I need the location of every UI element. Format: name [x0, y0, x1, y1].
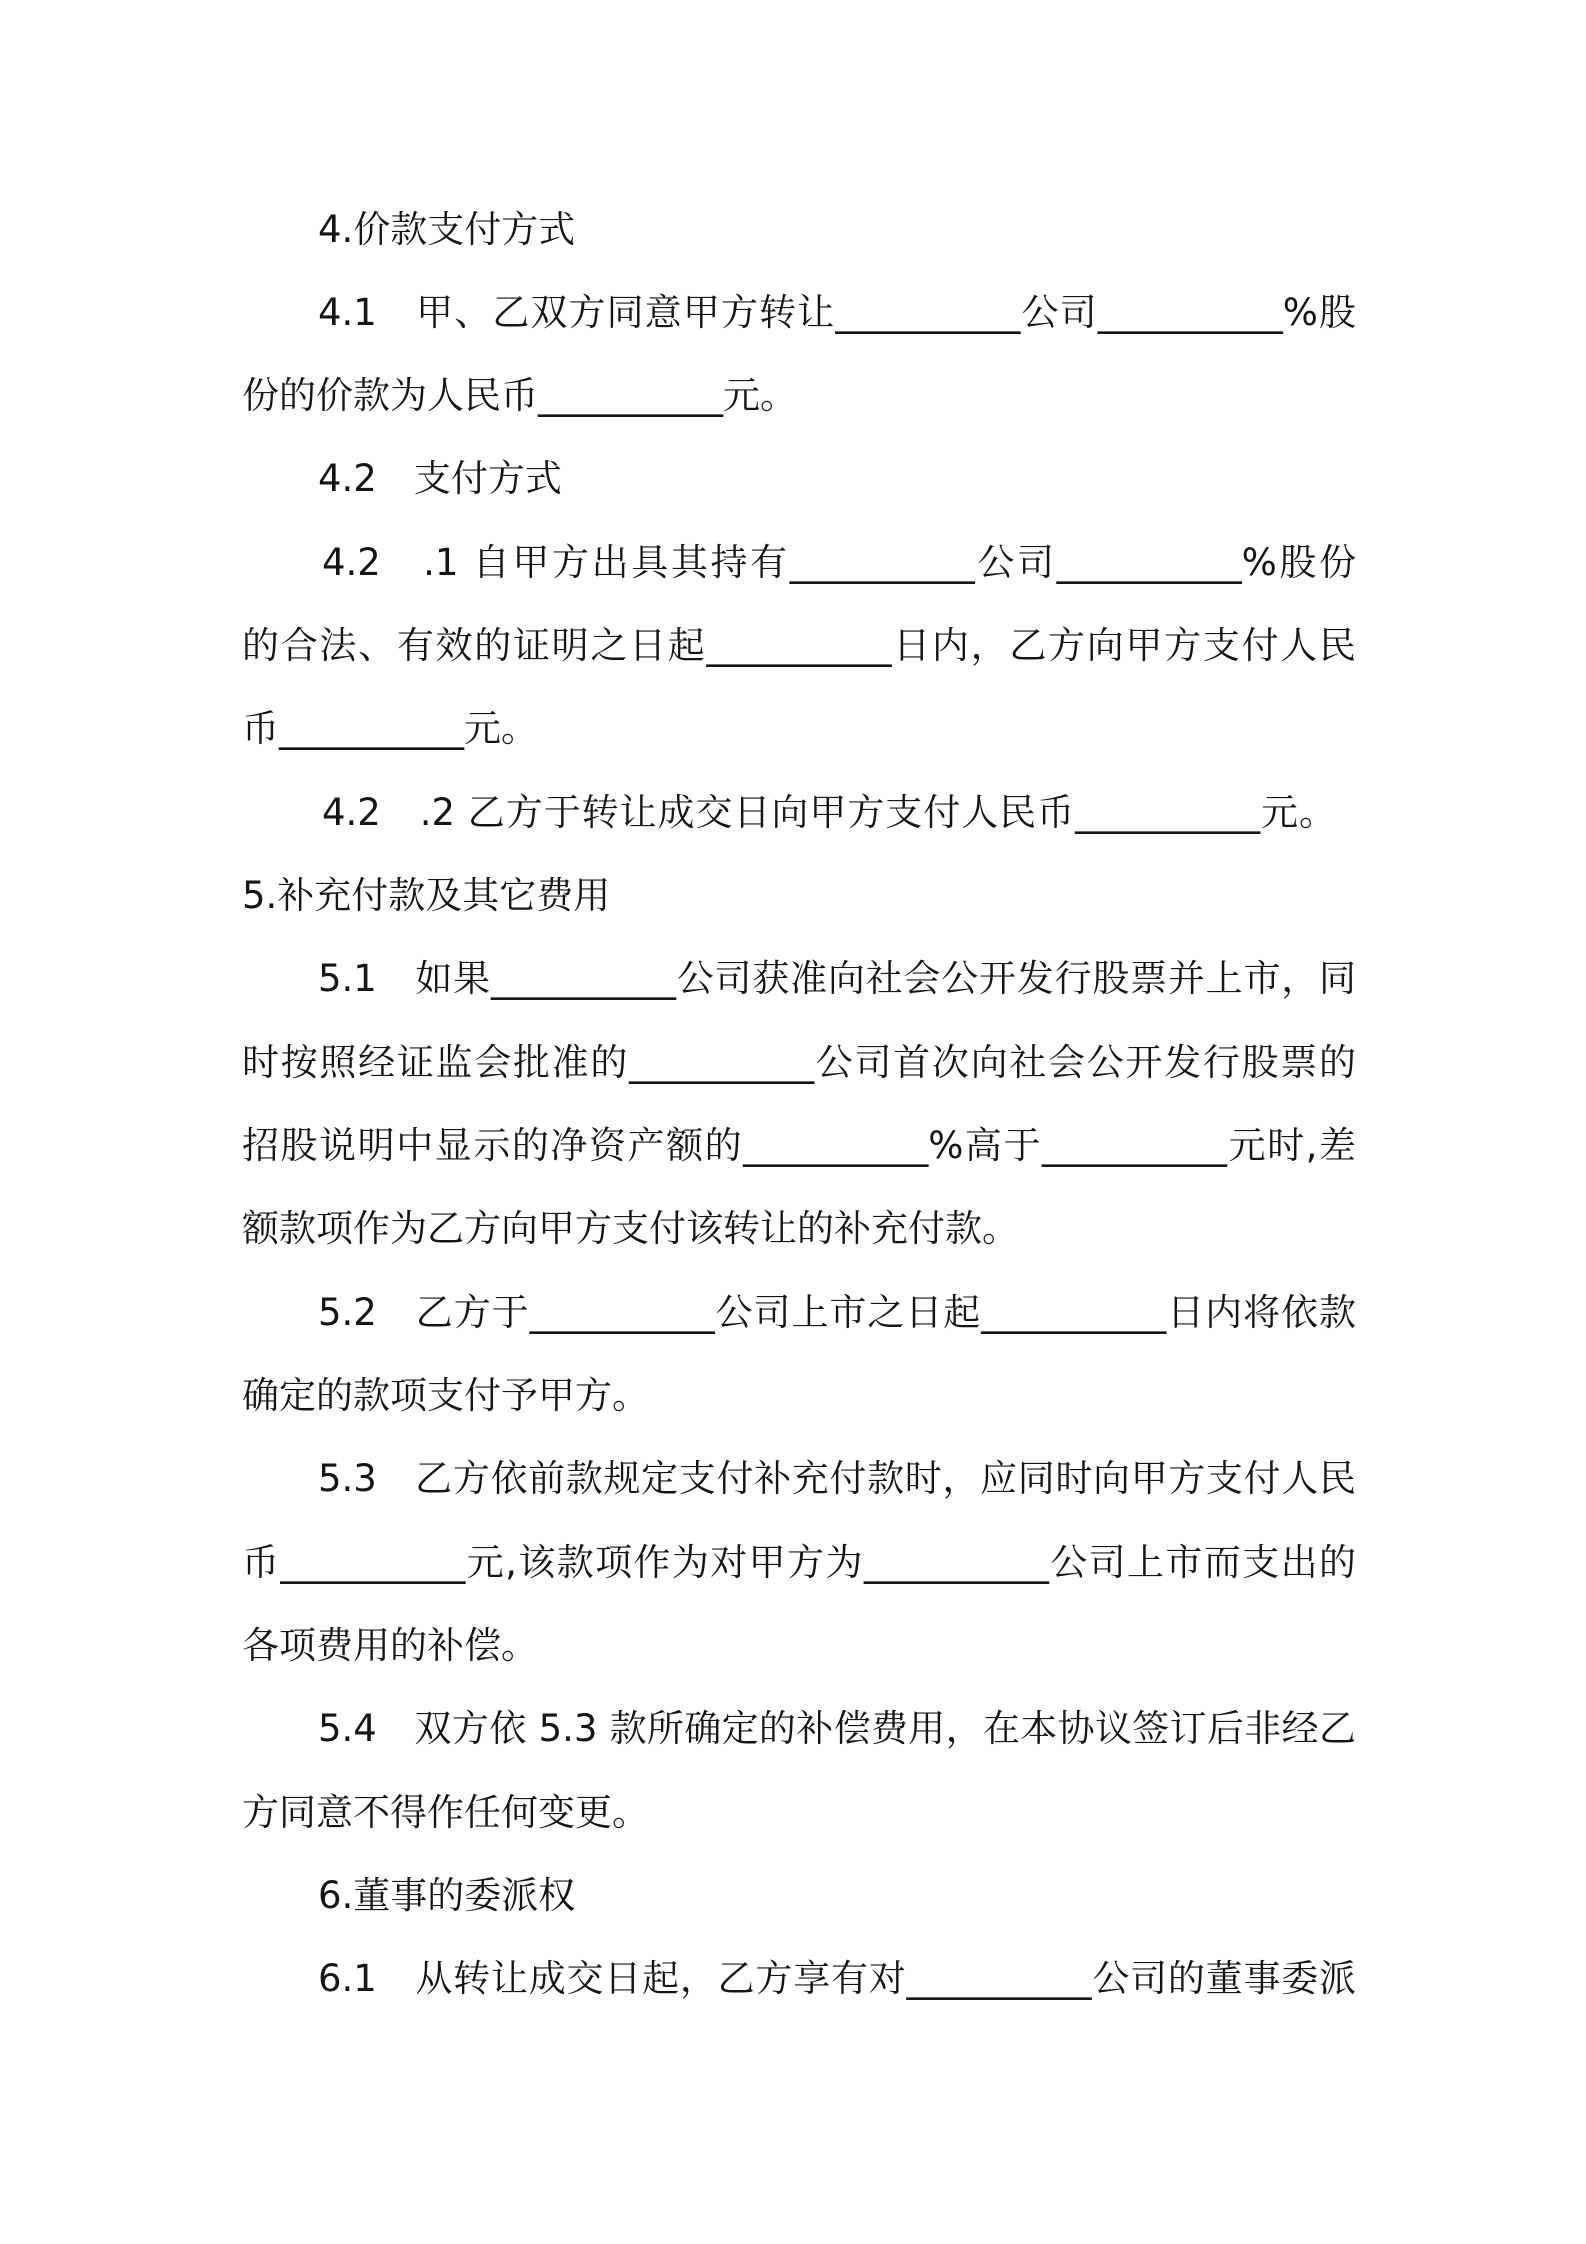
clause-5-3-line-3	[242, 1616, 538, 1676]
text-line: 6.1 从转让成交日起，乙方享有对__________公司的董事委派	[318, 1957, 1356, 2000]
text-line: 币__________元,该款项作为对甲方为__________公司上市而支出的	[242, 1541, 1356, 1584]
clause-4-2-1-line-1	[322, 533, 1356, 593]
text-line: 的合法、有效的证明之日起__________日内，乙方向甲方支付人民	[242, 624, 1356, 667]
text-line: 份的价款为人民币__________元。	[242, 374, 797, 417]
clause-5-1-line-4	[242, 1199, 1019, 1259]
section-5-heading	[242, 866, 610, 926]
text-line: 额款项作为乙方向甲方支付该转让的补充付款。	[242, 1207, 1019, 1250]
text-line: 招股说明中显示的净资产额的__________%高于__________元时,差	[242, 1124, 1356, 1167]
clause-4-1-line-2	[242, 366, 797, 426]
clause-5-3-line-1	[318, 1449, 1356, 1509]
clause-5-2-line-1	[318, 1283, 1356, 1343]
text-line: 确定的款项支付予甲方。	[242, 1374, 649, 1417]
section-6-heading	[318, 1866, 575, 1926]
clause-5-1-line-3	[242, 1116, 1356, 1176]
text-line: 4.2 .2 乙方于转让成交日向甲方支付人民币__________元。	[322, 791, 1336, 834]
clause-4-2-2-line-1	[322, 783, 1336, 843]
text-line: 方同意不得作任何变更。	[242, 1791, 649, 1834]
text-line: 4.2 .1 自甲方出具其持有__________公司__________%股份	[322, 541, 1356, 584]
text-line: 时按照经证监会批准的__________公司首次向社会公开发行股票的	[242, 1041, 1356, 1084]
text-line: 5.3 乙方依前款规定支付补充付款时，应同时向甲方支付人民	[318, 1457, 1356, 1500]
text-line: 5.4 双方依 5.3 款所确定的补偿费用，在本协议签订后非经乙	[318, 1707, 1356, 1750]
text-line: 6.董事的委派权	[318, 1874, 576, 1917]
clause-4-2-heading	[318, 449, 562, 509]
clause-5-1-line-2	[242, 1033, 1356, 1093]
clause-5-4-line-1	[318, 1699, 1356, 1759]
text-line: 4.价款支付方式	[318, 208, 576, 251]
section-4-heading	[318, 200, 575, 260]
text-line: 4.2 支付方式	[318, 457, 562, 500]
clause-5-3-line-2	[242, 1533, 1356, 1593]
clause-4-1-line-1	[318, 283, 1356, 343]
clause-5-2-line-2	[242, 1366, 649, 1426]
clause-4-2-1-line-3	[242, 699, 538, 759]
text-line: 各项费用的补偿。	[242, 1624, 538, 1667]
clause-6-1-line-1	[318, 1949, 1356, 2009]
text-line: 4.1 甲、乙双方同意甲方转让__________公司__________%股	[318, 291, 1356, 334]
clause-4-2-1-line-2	[242, 616, 1356, 676]
text-line: 5.补充付款及其它费用	[242, 874, 611, 917]
clause-5-4-line-2	[242, 1783, 649, 1843]
text-line: 5.2 乙方于__________公司上市之日起__________日内将依款	[318, 1291, 1356, 1334]
text-line: 币__________元。	[242, 707, 538, 750]
text-line: 5.1 如果__________公司获准向社会公开发行股票并上市，同	[318, 957, 1356, 1000]
clause-5-1-line-1	[318, 949, 1356, 1009]
